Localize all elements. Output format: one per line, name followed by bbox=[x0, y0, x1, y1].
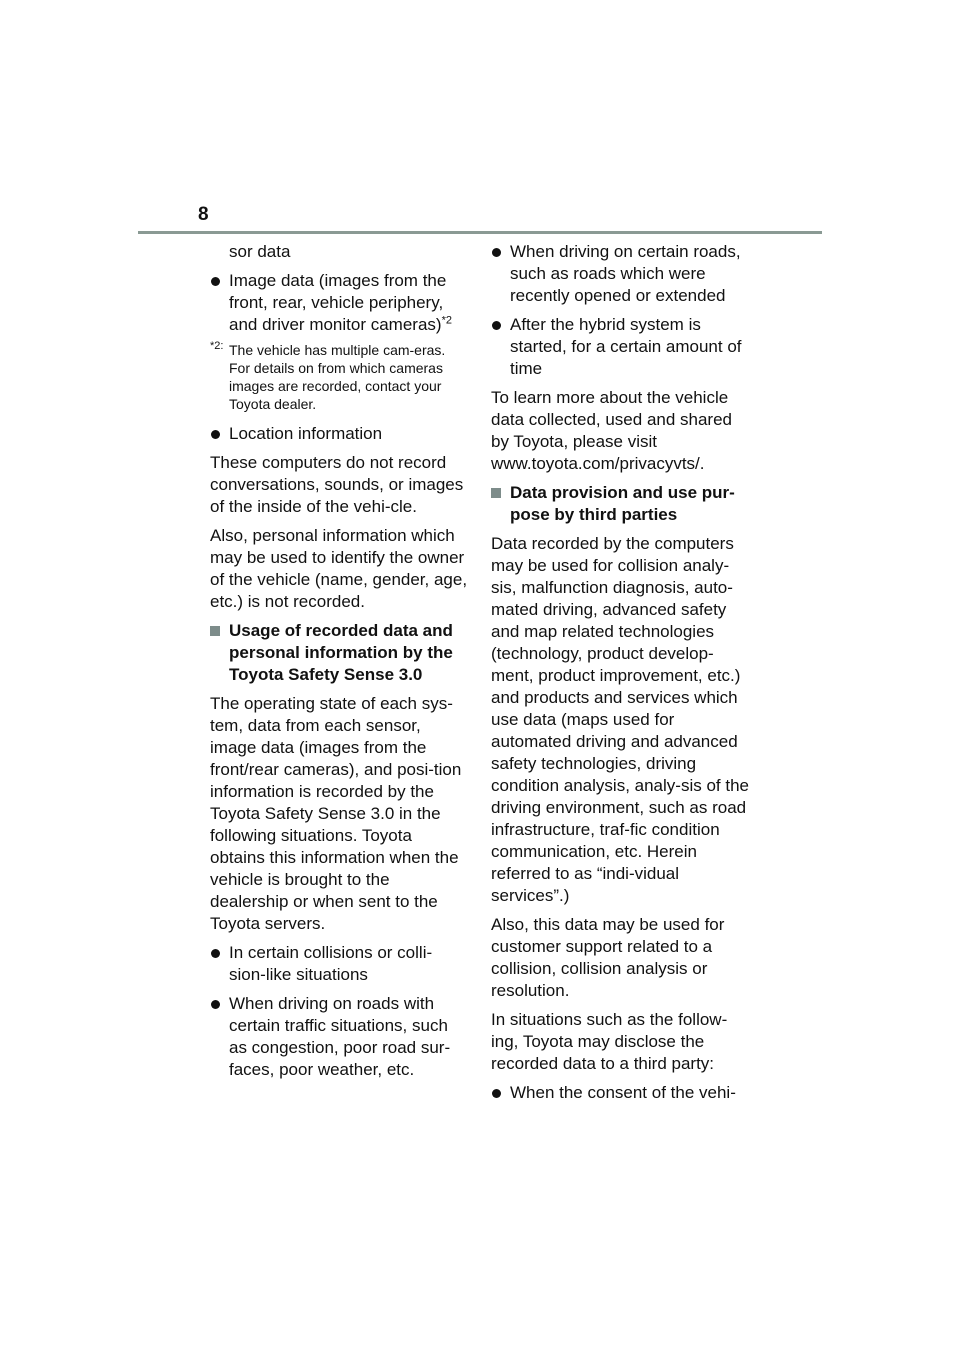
bullet-hybrid bbox=[491, 314, 749, 380]
section-heading-tss-text: Usage of recorded data and personal information by the Toyota Safety Sense 3.0 bbox=[229, 621, 453, 684]
bullet-image-data-text: Image data (images from the front, rear, vehicle periphery, and driver monitor cameras) bbox=[229, 271, 447, 334]
bullet-collisions bbox=[210, 942, 468, 986]
bullet-collisions-text: In certain collisions or colli-sion-like situations bbox=[229, 943, 433, 984]
bullet-dot-icon bbox=[211, 949, 220, 958]
bullet-consent bbox=[491, 1082, 749, 1104]
continued-text: sor data bbox=[229, 242, 291, 261]
bullet-dot-icon bbox=[492, 1089, 501, 1098]
para-support: Also, this data may be used for customer support related to a collision, collision analysis or resolution. bbox=[491, 915, 725, 1000]
para-data-use: Data recorded by the computers may be used for collision analy-sis, malfunction diagnosis, auto-mated driving, advanced safety and map related technologies (technology, product develop-ment, product improvement, etc.) and products and services which use data (maps used for automated driving and advanced safety technologies, driving condition analysis, analy-sis of the driving environment, such as road infrastructure, traf-fic condition communication, etc. Herein referred to as “indi-vidual services”.) bbox=[491, 534, 749, 905]
square-bullet-icon bbox=[210, 626, 220, 636]
bullet-location-text: Location information bbox=[229, 424, 383, 443]
square-bullet-icon bbox=[491, 488, 501, 498]
section-heading-tss bbox=[210, 620, 468, 686]
bullet-image-data bbox=[210, 270, 468, 336]
footnote bbox=[210, 341, 468, 413]
bullet-traffic bbox=[210, 993, 468, 1081]
header-rule bbox=[138, 231, 822, 234]
bullet-dot-icon bbox=[211, 430, 220, 439]
footnote-ref: *2 bbox=[441, 314, 452, 327]
para-personal-info: Also, personal information which may be used to identify the owner of the vehicle (name, gender, age, etc.) is not recorded. bbox=[210, 526, 468, 611]
footnote-mark: *2: bbox=[210, 340, 224, 352]
para-tss: The operating state of each sys-tem, data from each sensor, image data (images from the front/rear cameras), and posi-tion information is recorded by the Toyota Safety Sense 3.0 in the following situations. Toyota obtains this information when the vehicle is brought to the dealership or when sent to the Toyota servers. bbox=[210, 694, 462, 933]
bullet-dot-icon bbox=[492, 321, 501, 330]
section-heading-third-parties-text: Data provision and use pur-pose by third parties bbox=[510, 483, 735, 524]
bullet-location bbox=[210, 423, 468, 445]
bullet-roads-text: When driving on certain roads, such as roads which were recently opened or extended bbox=[510, 242, 741, 305]
bullet-consent-text: When the consent of the vehi- bbox=[510, 1083, 736, 1102]
bullet-roads bbox=[491, 241, 749, 307]
para-disclose: In situations such as the follow-ing, Toyota may disclose the recorded data to a third party: bbox=[491, 1010, 728, 1073]
bullet-hybrid-text: After the hybrid system is started, for a certain amount of time bbox=[510, 315, 742, 378]
para-no-record: These computers do not record conversations, sounds, or images of the inside of the vehi-cle. bbox=[210, 453, 464, 516]
right-column bbox=[491, 241, 749, 1111]
para-learn-more: To learn more about the vehicle data collected, used and shared by Toyota, please visit www.toyota.com/privacyvts/. bbox=[491, 388, 733, 473]
left-column bbox=[210, 241, 468, 1088]
section-heading-third-parties bbox=[491, 482, 749, 526]
footnote-text: The vehicle has multiple cam-eras. For details on from which cameras images are recorded, contact your Toyota dealer. bbox=[229, 342, 446, 412]
bullet-dot-icon bbox=[211, 277, 220, 286]
bullet-dot-icon bbox=[492, 248, 501, 257]
bullet-traffic-text: When driving on roads with certain traffic situations, such as congestion, poor road sur-faces, poor weather, etc. bbox=[229, 994, 451, 1079]
bullet-dot-icon bbox=[211, 1000, 220, 1009]
page-number: 8 bbox=[198, 204, 209, 225]
